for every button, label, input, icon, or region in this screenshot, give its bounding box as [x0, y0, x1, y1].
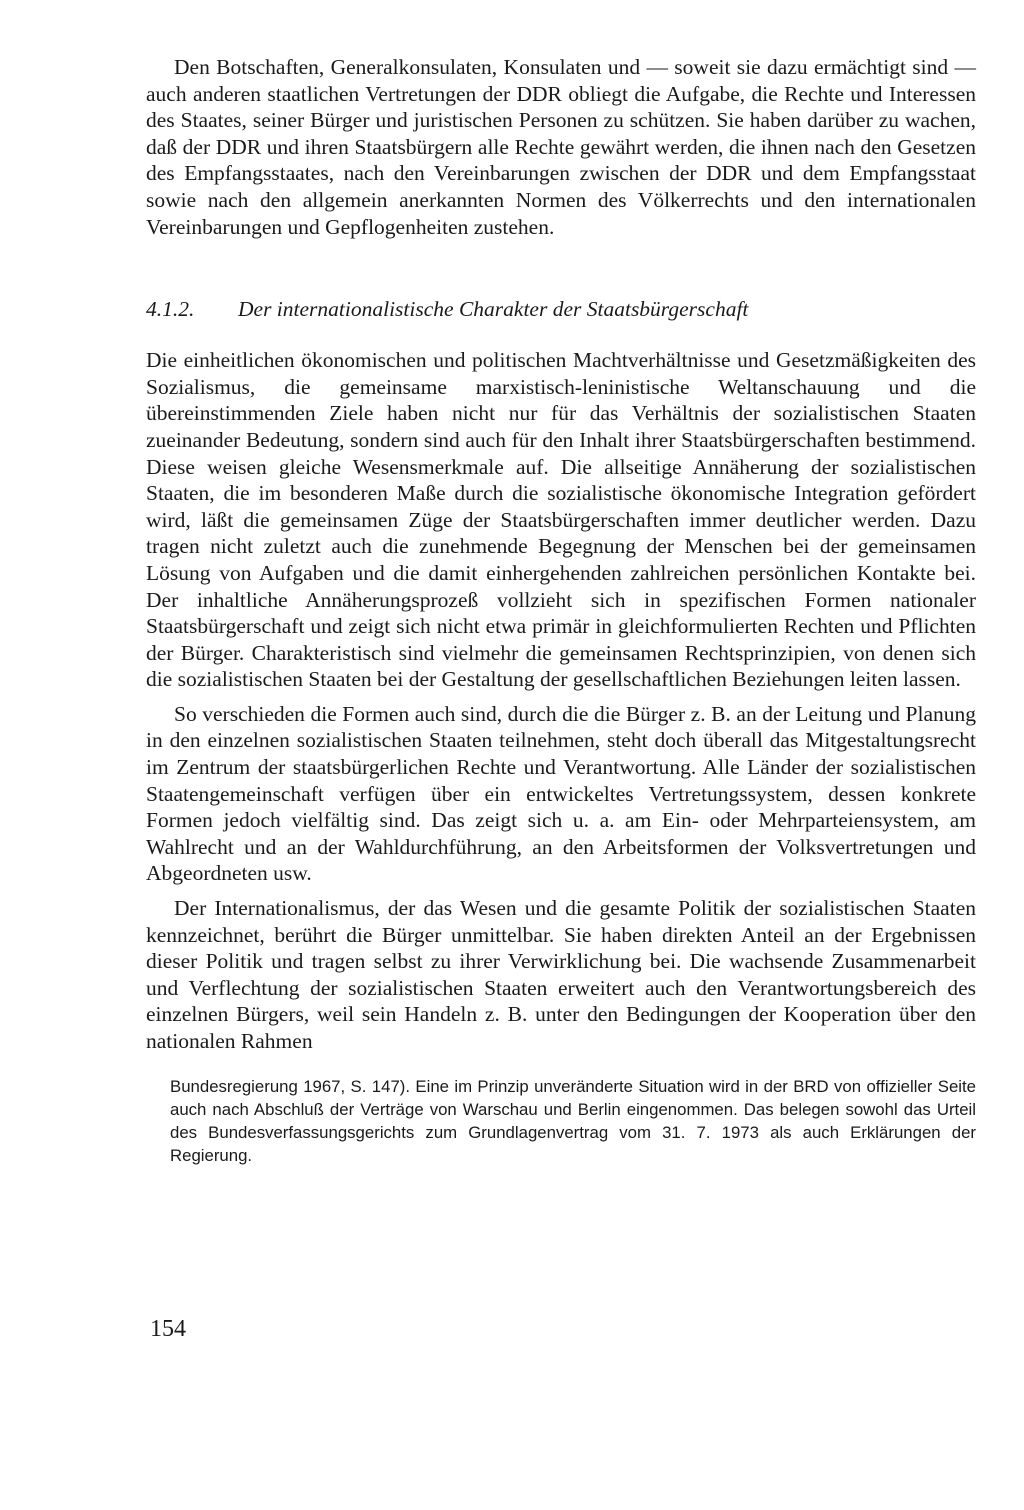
paragraph-2: Die einheitlichen ökonomischen und politischen Machtverhältnisse und Gesetzmäßigkeiten des Sozialismus, die gemeinsame marxistisch-leninistische Weltanschauung und die übereinstimmenden Ziele haben nicht nur für das Verhältnis der sozialistischen Staaten zueinander Bedeutung, sondern sind auch für den Inhalt ihrer Staatsbürgerschaften bestimmend. Diese weisen gleiche Wesensmerkmale auf. Die allseitige Annäherung der sozialistischen Staaten, die im besonderen Maße durch die sozialistische ökonomische Integration gefördert wird, läßt die gemeinsamen Züge der Staatsbürgerschaften immer deutlicher werden. Dazu tragen nicht zuletzt auch die zunehmende Begegnung der Menschen bei der gemeinsamen Lösung von Aufgaben und die damit einhergehenden zahlreichen persönlichen Kontakte bei. Der inhaltliche Annäherungsprozeß vollzieht sich in spezifischen Formen nationaler Staatsbürgerschaft und zeigt sich nicht etwa primär in gleichformulierten Rechten und Pflichten der Bürger. Charakteristisch sind vielmehr die gemeinsamen Rechtsprinzipien, von denen sich die sozialistischen Staaten bei der Gestaltung der gesellschaftlichen Beziehungen leiten lassen.	[146, 348, 976, 692]
page-body	[146, 54, 976, 1167]
paragraph-3: So verschieden die Formen auch sind, durch die die Bürger z. B. an der Leitung und Planung in den einzelnen sozialistischen Staaten teilnehmen, steht doch überall das Mitgestaltungsrecht im Zentrum der staatsbürgerlichen Rechte und Verantwortung. Alle Länder der sozialistischen Staatengemeinschaft verfügen über ein entwickeltes Vertretungssystem, dessen konkrete Formen jedoch vielfältig sind. Das zeigt sich u. a. am Ein- oder Mehrparteiensystem, am Wahlrecht und an der Wahldurchführung, an den Arbeitsformen der Volksvertretungen und Abgeordneten usw.	[146, 701, 976, 886]
paragraph-4: Der Internationalismus, der das Wesen und die gesamte Politik der sozialistischen Staaten kennzeichnet, berührt die Bürger unmittelbar. Sie haben direkten Anteil an der Ergebnissen dieser Politik und tragen selbst zu ihrer Verwirklichung bei. Die wachsende Zusammenarbeit und Verflechtung der sozialistischen Staaten erweitert auch den Verantwortungsbereich des einzelnen Bürgers, weil sein Handeln z. B. unter den Bedingungen der Kooperation über den nationalen Rahmen	[146, 896, 976, 1053]
paragraph-1: Den Botschaften, Generalkonsulaten, Konsulaten und — soweit sie dazu ermächtigt sind — auch anderen staatlichen Vertretungen der DDR obliegt die Aufgabe, die Rechte und Interessen des Staates, seiner Bürger und juristischen Personen zu schützen. Sie haben darüber zu wachen, daß der DDR und ihren Staatsbürgern alle Rechte gewährt werden, die ihnen nach den Gesetzen des Empfangsstaates, nach den Vereinbarungen zwischen der DDR und dem Empfangsstaat sowie nach den allgemein anerkannten Normen des Völkerrechts und den internationalen Vereinbarungen und Gepflogenheiten zustehen.	[146, 55, 976, 239]
section-number: 4.1.2.	[146, 297, 195, 322]
section-title: Der internationalistische Charakter der Staatsbürgerschaft	[238, 297, 749, 322]
section-heading	[146, 295, 976, 323]
page-number: 154	[150, 1316, 186, 1342]
footnote: Bundesregierung 1967, S. 147). Eine im Prinzip unveränderte Situation wird in der BRD von offizieller Seite auch nach Abschluß der Verträge von Warschau und Berlin eingenommen. Das belegen sowohl das Urteil des Bundesverfassungsgerichts zum Grundlagenvertrag vom 31. 7. 1973 als auch Erklärungen der Regierung.	[170, 1076, 976, 1165]
